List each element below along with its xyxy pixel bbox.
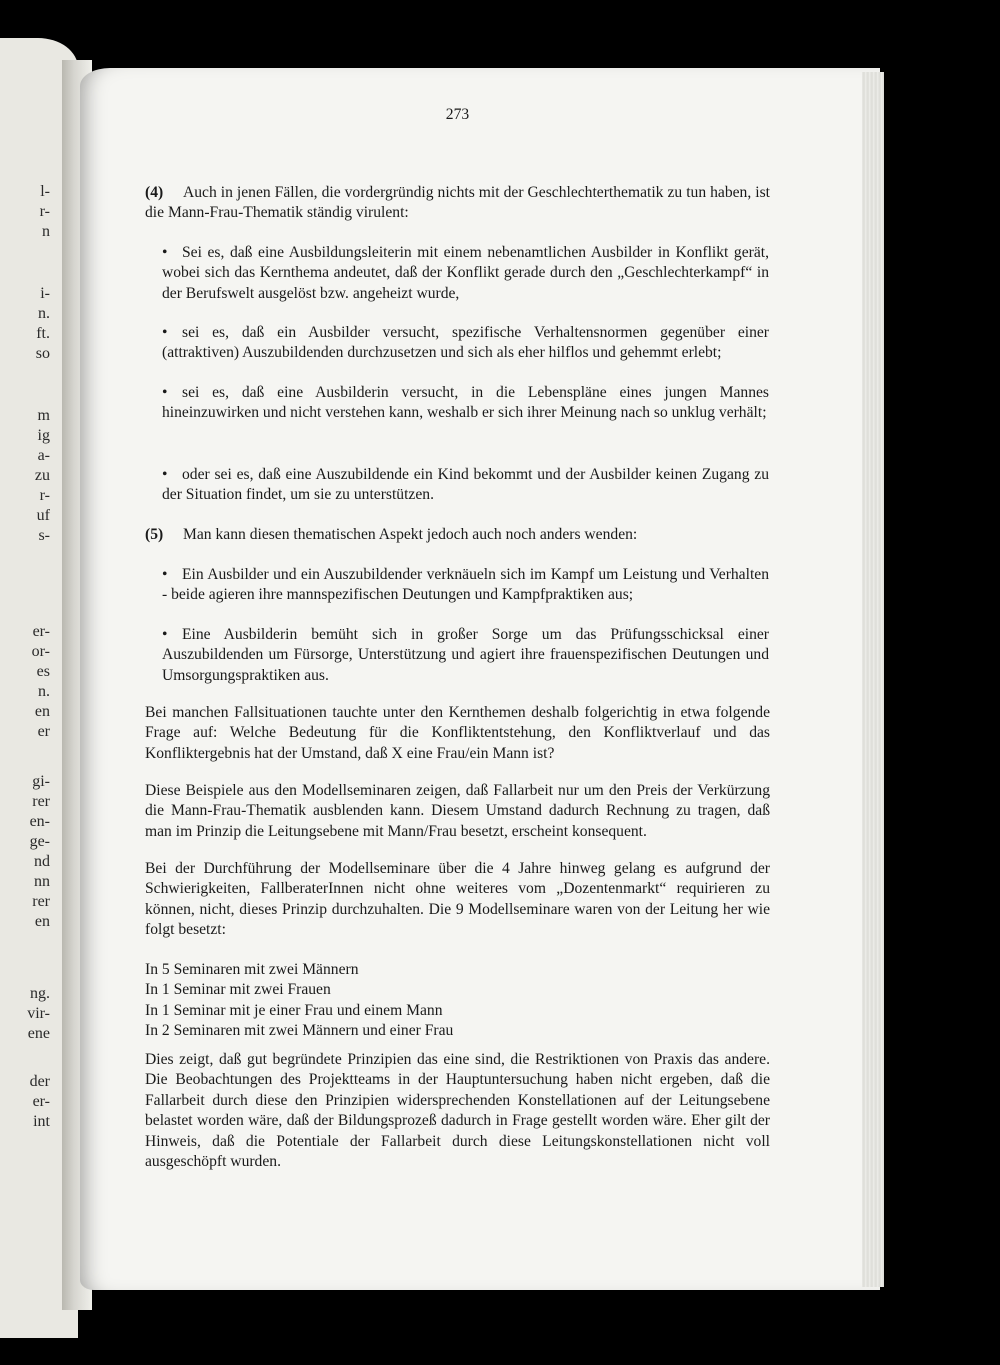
margin-fragment: n. xyxy=(38,305,50,322)
section-number: (4) xyxy=(145,184,164,201)
section-4-paragraph xyxy=(145,183,770,224)
margin-fragment: so xyxy=(35,345,50,362)
bullet-item xyxy=(162,625,769,686)
bullet-text: Sei es, daß eine Ausbildungsleiterin mit einem nebenamtlichen Ausbilder in Konflikt gerät, wobei sich das Kernthema andeutet, daß der Konflikt gerade durch den „Geschlechterkampf“ in der Berufswelt ausgelöst bzw. angeheizt wurde, xyxy=(162,244,769,302)
bullet-item xyxy=(162,565,769,606)
margin-fragment: en- xyxy=(29,813,50,830)
margin-fragment: gi- xyxy=(32,773,50,790)
margin-fragment: es xyxy=(36,663,50,680)
margin-fragment: ig xyxy=(37,427,50,444)
section-number: (5) xyxy=(145,526,164,543)
paragraph-text: Man kann diesen thematischen Aspekt jedoch auch noch anders wenden: xyxy=(183,526,638,543)
bullet-text: sei es, daß eine Ausbilderin versucht, in die Lebenspläne eines jungen Mannes hineinzuwirken und nicht verstehen kann, weshalb er sich ihrer Meinung nach so unklug verhält; xyxy=(162,384,769,422)
margin-fragment: r- xyxy=(39,487,50,504)
seminar-list-item: In 5 Seminaren mit zwei Männern xyxy=(145,961,359,978)
seminar-list-item: In 2 Seminaren mit zwei Männern und einer Frau xyxy=(145,1022,454,1040)
page-stack-edge xyxy=(862,72,884,1287)
margin-fragment: ng. xyxy=(30,985,50,1002)
seminar-list-item: In 1 Seminar mit je einer Frau und einem Mann xyxy=(145,1001,443,1019)
margin-fragment: l- xyxy=(40,183,50,200)
bullet-item xyxy=(162,465,769,506)
bullet-icon: • xyxy=(162,626,168,643)
bullet-text: Eine Ausbilderin bemüht sich in großer Sorge um das Prüfungsschicksal einer Auszubildenden um Fürsorge, Unterstützung und agiert ihre frauenspezifischen Deutungen und Umsorgungspraktiken aus. xyxy=(162,626,769,684)
bullet-icon: • xyxy=(162,566,168,583)
margin-fragment: der xyxy=(29,1073,50,1090)
paragraph-text: Auch in jenen Fällen, die vordergründig nichts mit der Geschlechterthematik zu tun haben, ist die Mann-Frau-Thematik ständig virulent: xyxy=(145,184,770,222)
margin-fragment: rer xyxy=(32,893,50,910)
margin-fragment: s- xyxy=(38,527,50,544)
bullet-text: Ein Ausbilder und ein Auszubildender verknäueln sich im Kampf um Leistung und Verhalten - beide agieren ihre mannspezifischen Deutungen und Kampfpraktiken aus; xyxy=(162,566,769,604)
margin-fragment: zu xyxy=(34,467,50,484)
margin-fragment: ene xyxy=(27,1025,50,1042)
margin-fragment: n. xyxy=(38,683,50,700)
bullet-item xyxy=(162,243,769,304)
margin-fragment: vir- xyxy=(27,1005,50,1022)
margin-fragment: er- xyxy=(32,623,50,640)
seminar-list xyxy=(145,960,770,1042)
margin-fragment: er xyxy=(37,723,50,740)
margin-fragment: uf xyxy=(36,507,50,524)
margin-fragment: or- xyxy=(31,643,50,660)
bullet-item xyxy=(162,383,769,424)
margin-fragment: ge- xyxy=(29,833,50,850)
bullet-icon: • xyxy=(162,244,168,261)
section-5-paragraph xyxy=(145,525,770,545)
bullet-icon: • xyxy=(162,466,168,483)
bullet-text: sei es, daß ein Ausbilder versucht, spezifische Verhaltensnormen gegenüber einer (attraktiven) Auszubildenden durchzusetzen und sich als eher hilflos und gehemmt erlebt; xyxy=(162,324,769,362)
margin-fragment: en xyxy=(34,913,50,930)
body-paragraph: Bei manchen Fallsituationen tauchte unter den Kernthemen deshalb folgerichtig in etwa folgende Frage auf: Welche Bedeutung für die Konfliktentstehung, den Konfliktverlauf und das Konfliktergebnis hat der Umstand, daß X eine Frau/ein Mann ist? xyxy=(145,704,770,762)
margin-fragment: er- xyxy=(32,1093,50,1110)
margin-fragment: nd xyxy=(34,853,50,870)
bullet-icon: • xyxy=(162,384,168,401)
margin-fragment: nn xyxy=(34,873,50,890)
body-paragraph: Bei der Durchführung der Modellseminare über die 4 Jahre hinweg gelang es aufgrund der Schwierigkeiten, FallberaterInnen nicht ohne weiteres vom „Dozentenmarkt“ requirieren zu können, nicht, dieses Prinzip durchzuhalten. Die 9 Modellseminare waren von der Leitung her wie folgt besetzt: xyxy=(145,860,770,939)
body-paragraph: Diese Beispiele aus den Modellseminaren zeigen, daß Fallarbeit nur um den Preis der Verkürzung die Mann-Frau-Thematik ausblenden kann. Diesem Umstand dadurch Rechnung zu tragen, daß man im Prinzip die Leitungsebene mit Mann/Frau besetzt, erscheint konsequent. xyxy=(145,782,770,840)
margin-fragment: a- xyxy=(37,447,50,464)
page-number: 273 xyxy=(445,106,470,123)
margin-fragment: en xyxy=(34,703,50,720)
margin-fragment: r- xyxy=(39,203,50,220)
bullet-item xyxy=(162,323,769,364)
margin-fragment: n xyxy=(42,223,50,240)
margin-fragment: m xyxy=(37,407,50,424)
bullet-icon: • xyxy=(162,324,168,341)
margin-fragment: int xyxy=(33,1113,50,1130)
final-paragraph: Dies zeigt, daß gut begründete Prinzipien das eine sind, die Restriktionen von Praxis das andere. Die Beobachtungen des Projektteams in der Hauptuntersuchung haben nicht ergeben, daß die Fallarbeit durch diese den Prinzipien widersprechenden Konstellationen auf der Leitungsebene belastet worden wäre, daß der Bildungsprozeß dadurch in Frage gestellt worden wäre. Eher gilt der Hinweis, daß die Potentiale der Fallarbeit durch diese Leitungskonstellationen nicht voll ausgeschöpft wurden. xyxy=(145,1051,770,1171)
seminar-list-item: In 1 Seminar mit zwei Frauen xyxy=(145,981,331,999)
margin-fragment: rer xyxy=(32,793,50,810)
margin-fragment: ft. xyxy=(36,325,50,342)
bullet-text: oder sei es, daß eine Auszubildende ein Kind bekommt und der Ausbilder keinen Zugang zu der Situation findet, um sie zu unterstützen. xyxy=(162,466,769,504)
margin-fragment: i- xyxy=(40,285,50,302)
